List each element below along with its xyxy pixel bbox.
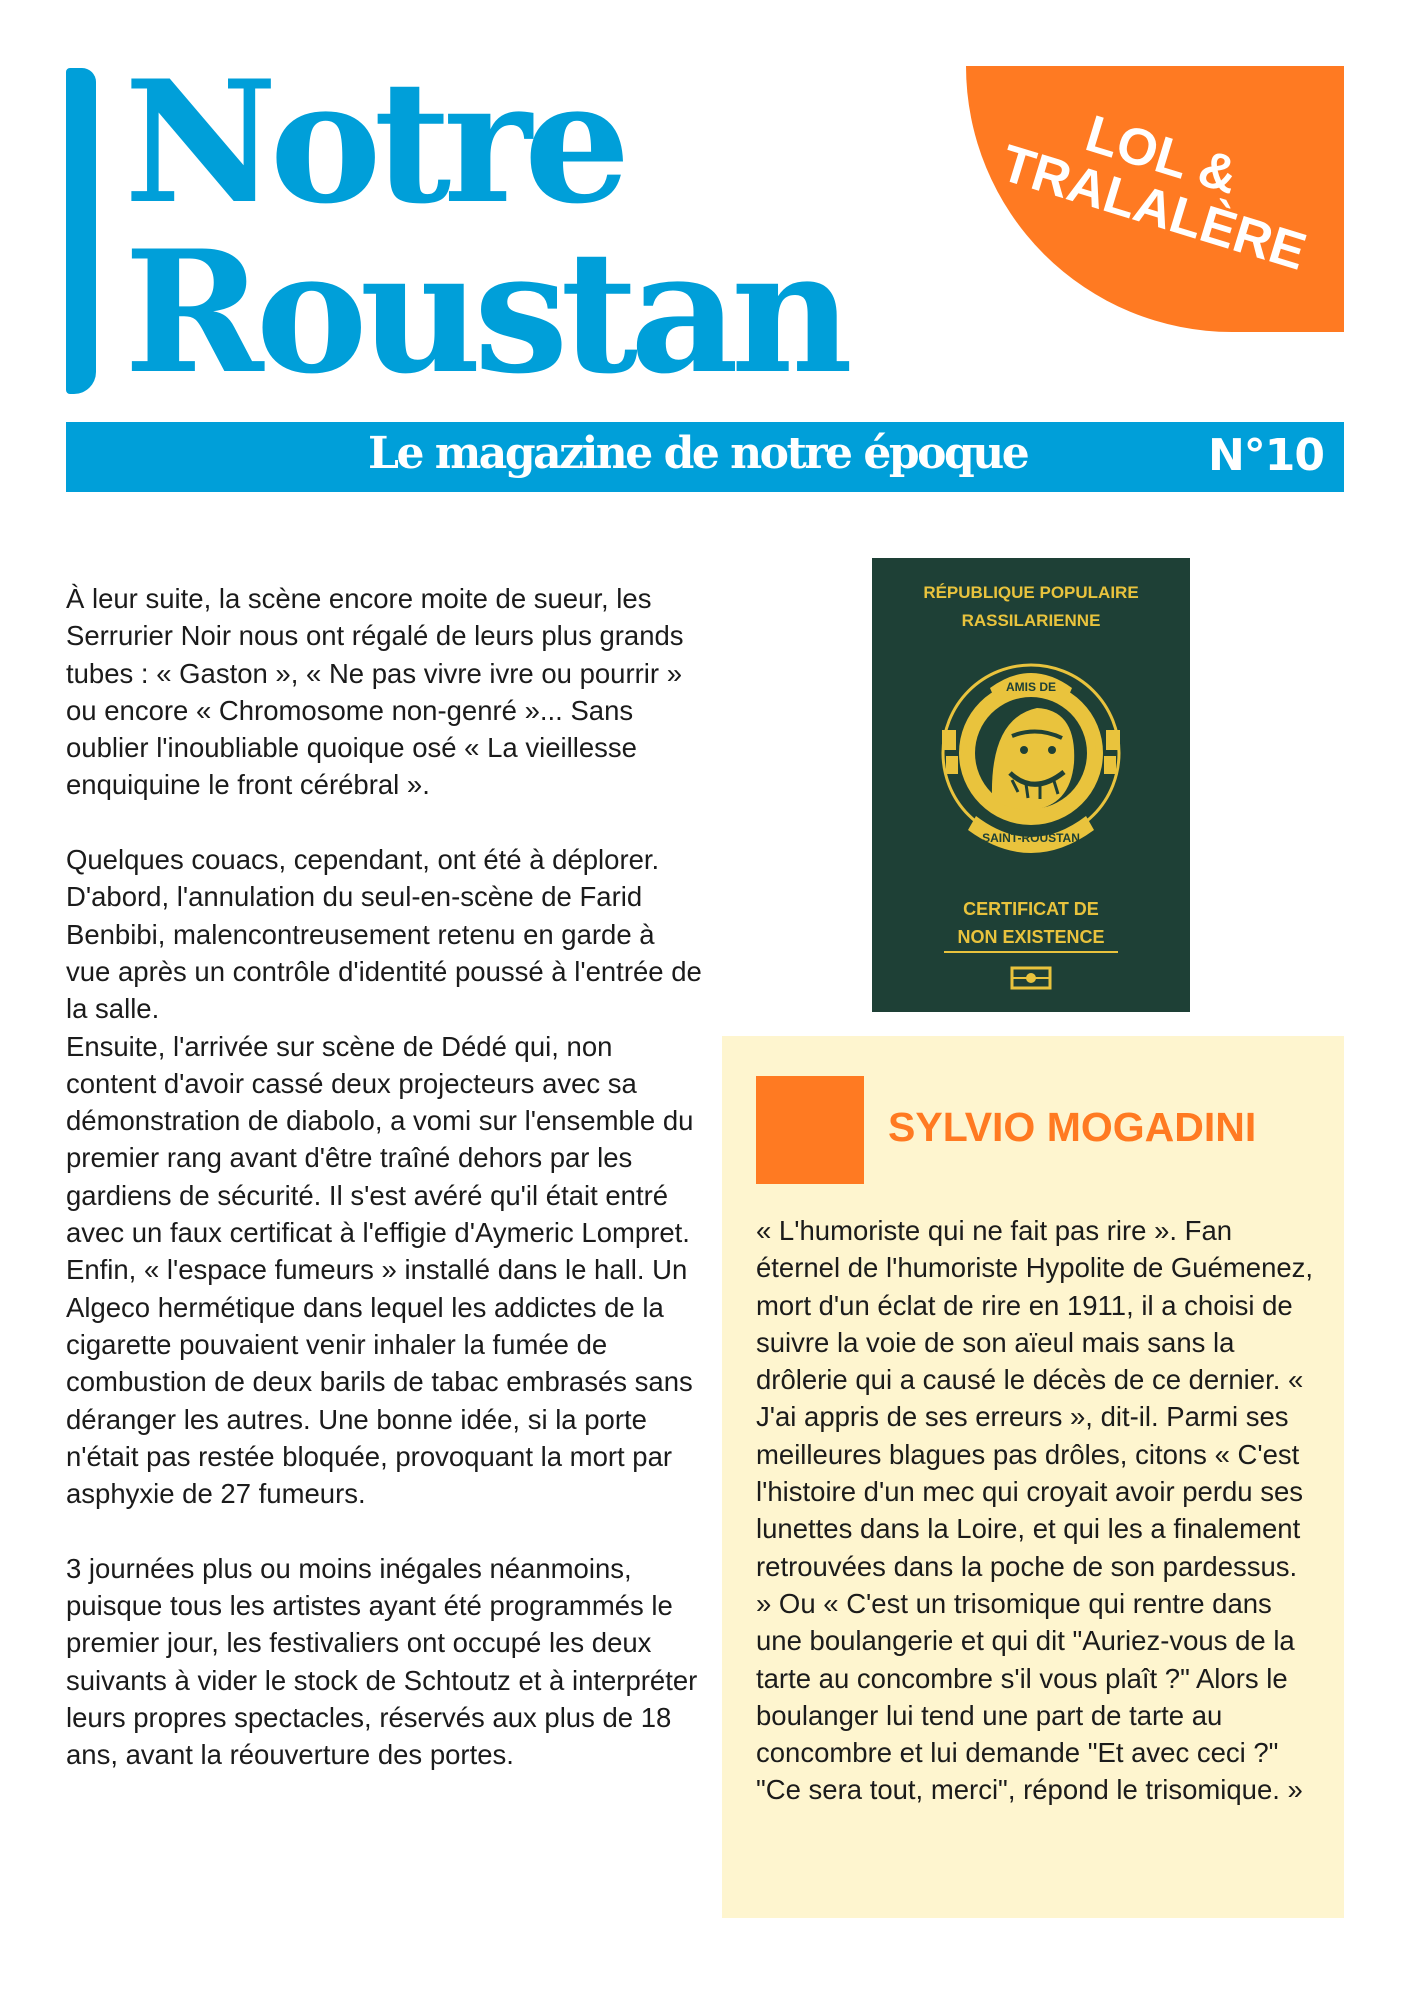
article-body [66, 580, 706, 1774]
masthead-title-line2: Roustan [124, 213, 845, 411]
profile-sidebar [722, 1036, 1344, 1918]
sidebar-title: SYLVIO MOGADINI [888, 1104, 1257, 1150]
article-paragraph: À leur suite, la scène encore moite de sueur, les Serrurier Noir nous ont régalé de leurs plus grands tubes : « Gaston », « Ne pas vivre ivre ou pourrir » ou encore « Chromosome non-genré »... Sans oublier l'inoubliable quoique osé « La vieillesse enquiquine le front cérébral ». [66, 583, 684, 801]
masthead [66, 43, 845, 411]
article-paragraph: D'abord, l'annulation du seul-en-scène de Farid Benbibi, malencontreusement retenu en garde à vue après un contrôle d'identité poussé à l'entrée de la salle. [66, 881, 702, 1025]
paragraph-spacer [66, 804, 706, 841]
article-paragraph: Quelques couacs, cependant, ont été à déplorer. [66, 844, 660, 876]
passport-country-line1: RÉPUBLIQUE POPULAIRE [923, 583, 1139, 602]
badge-label: LOL & TRALALÈRE [994, 104, 1313, 282]
passport-doc-line1: CERTIFICAT DE [963, 899, 1099, 919]
tagline: Le magazine de notre époque [368, 428, 1028, 479]
masthead-bar-logo-mark [66, 68, 96, 394]
seal-top-text: AMIS DE [1005, 680, 1057, 694]
sidebar-accent-square [756, 1076, 864, 1184]
passport-cover-image [872, 558, 1190, 1012]
seal-bottom-text: SAINT-ROUSTAN [982, 831, 1080, 845]
section-badge [966, 66, 1344, 332]
article-paragraph: Enfin, « l'espace fumeurs » installé dans le hall. Un Algeco hermétique dans lequel les addictes de la cigarette pouvaient venir inhaler la fumée de combustion de deux barils de tabac embrasés sans déranger les autres. Une bonne idée, si la porte n'était pas restée bloquée, provoquant la mort par asphyxie de 27 fumeurs. [66, 1254, 693, 1510]
article-paragraph: Ensuite, l'arrivée sur scène de Dédé qui, non content d'avoir cassé deux projecteurs avec sa démonstration de diabolo, a vomi sur l'ensemble du premier rang avant d'être traîné dehors par les gardiens de sécurité. Il s'est avéré qu'il était entré avec un faux certificat à l'effigie d'Aymeric Lompret. [66, 1030, 694, 1249]
sidebar-body: « L'humoriste qui ne fait pas rire ». Fan éternel de l'humoriste Hypolite de Guémenez, mort d'un éclat de rire en 1911, il a choisi de suivre la voie de son aïeul mais sans la drôlerie qui a causé le décès de ce dernier. « J'ai appris de ses erreurs », dit-il. Parmi ses meilleures blagues pas drôles, citons « C'est l'histoire d'un mec qui croyait avoir perdu ses lunettes dans la Loire, et qui les a finalement retrouvées dans la poche de son pardessus. » Ou « C'est un trisomique qui rentre dans une boulangerie et qui dit "Auriez-vous de la tarte au concombre s'il vous plaît ?" Alors le boulanger lui tend une part de tarte au concombre et lui demande "Et avec ceci ?" "Ce sera tout, merci", répond le trisomique. » [756, 1215, 1314, 1806]
paragraph-spacer [66, 1512, 706, 1549]
passport-country-line2: RASSILARIENNE [961, 611, 1101, 630]
article-paragraph: 3 journées plus ou moins inégales néanmoins, puisque tous les artistes ayant été programmés le premier jour, les festivaliers ont occupé les deux suivants à vider le stock de Schtoutz et à interpréter leurs propres spectacles, réservés aux plus de 18 ans, avant la réouverture des portes. [66, 1552, 698, 1771]
issue-number: N°10 [1207, 430, 1324, 481]
passport-doc-line2: NON EXISTENCE [957, 927, 1105, 947]
tagline-banner [66, 422, 1344, 492]
masthead-title-line1: Notre [124, 43, 623, 241]
